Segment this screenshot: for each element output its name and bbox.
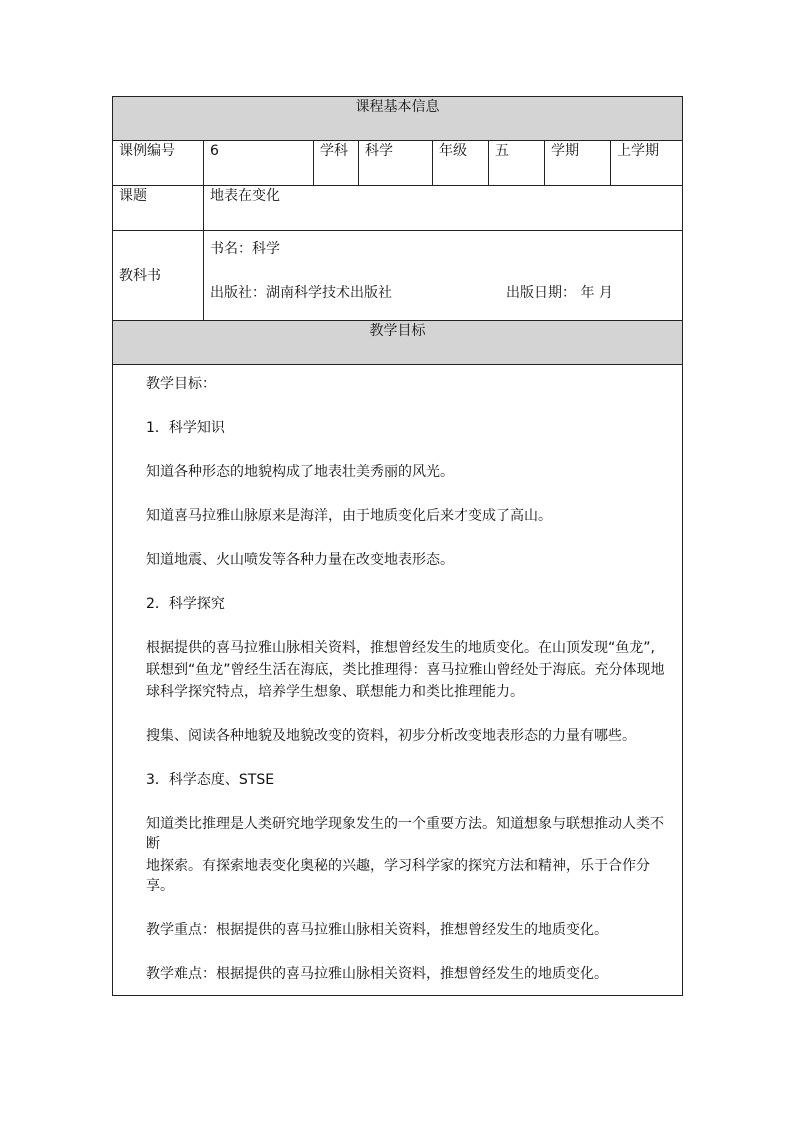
knowledge-item: 知道喜马拉雅山脉原来是海洋，由于地质变化后来才变成了高山。	[146, 508, 552, 524]
term-label: 学期	[545, 141, 611, 186]
goals-body-row	[113, 365, 683, 996]
publish-date: 出版日期： 年 月	[506, 285, 613, 301]
publisher-line	[210, 283, 676, 303]
inquiry-paragraph-line: 球科学探究特点，培养学生想象、联想能力和类比推理能力。	[146, 684, 524, 700]
difficulty-point: 教学难点：根据提供的喜马拉雅山脉相关资料，推想曾经发生的地质变化。	[146, 966, 608, 982]
inquiry-paragraph-line: 联想到“鱼龙”曾经生活在海底，类比推理得：喜马拉雅山曾经处于海底。充分体现地	[146, 662, 665, 678]
grade-value: 五	[489, 141, 545, 186]
section-attitude-title: 3．科学态度、STSE	[146, 772, 275, 788]
publisher: 出版社：湖南科学技术出版社	[210, 285, 392, 301]
term-value: 上学期	[611, 141, 683, 186]
goals-intro: 教学目标：	[146, 376, 216, 392]
knowledge-item: 知道地震、火山喷发等各种力量在改变地表形态。	[146, 552, 454, 568]
book-name: 书名：科学	[210, 241, 280, 257]
inquiry-item: 搜集、阅读各种地貌及地貌改变的资料，初步分析改变地表形态的力量有哪些。	[146, 728, 636, 744]
topic-label: 课题	[113, 186, 204, 231]
knowledge-item: 知道各种形态的地貌构成了地表壮美秀丽的风光。	[146, 464, 454, 480]
meta-row	[113, 141, 683, 186]
textbook-row	[113, 231, 683, 321]
subject-label: 学科	[314, 141, 359, 186]
section-knowledge-title: 1．科学知识	[146, 420, 225, 436]
topic-row	[113, 186, 683, 231]
textbook-label: 教科书	[113, 231, 204, 321]
topic-value: 地表在变化	[204, 186, 683, 231]
textbook-details	[204, 231, 683, 321]
attitude-paragraph-line: 知道类比推理是人类研究地学现象发生的一个重要方法。知道想象与联想推动人类不断	[146, 816, 664, 852]
case-no-label: 课例编号	[113, 141, 204, 186]
table-title: 课程基本信息	[113, 97, 683, 141]
goals-section-title: 教学目标	[113, 321, 683, 365]
key-point: 教学重点：根据提供的喜马拉雅山脉相关资料，推想曾经发生的地质变化。	[146, 922, 608, 938]
goals-header-row	[113, 321, 683, 365]
case-no-value: 6	[204, 141, 314, 186]
grade-label: 年级	[433, 141, 489, 186]
subject-value: 科学	[359, 141, 433, 186]
header-row	[113, 97, 683, 141]
attitude-paragraph-line: 地探索。有探索地表变化奥秘的兴趣，学习科学家的探究方法和精神，乐于合作分享。	[146, 858, 650, 894]
inquiry-paragraph-line: 根据提供的喜马拉雅山脉相关资料，推想曾经发生的地质变化。在山顶发现“鱼龙”,	[146, 640, 655, 656]
section-inquiry-title: 2．科学探究	[146, 596, 225, 612]
goals-body	[113, 365, 683, 996]
course-info-table	[112, 96, 683, 996]
